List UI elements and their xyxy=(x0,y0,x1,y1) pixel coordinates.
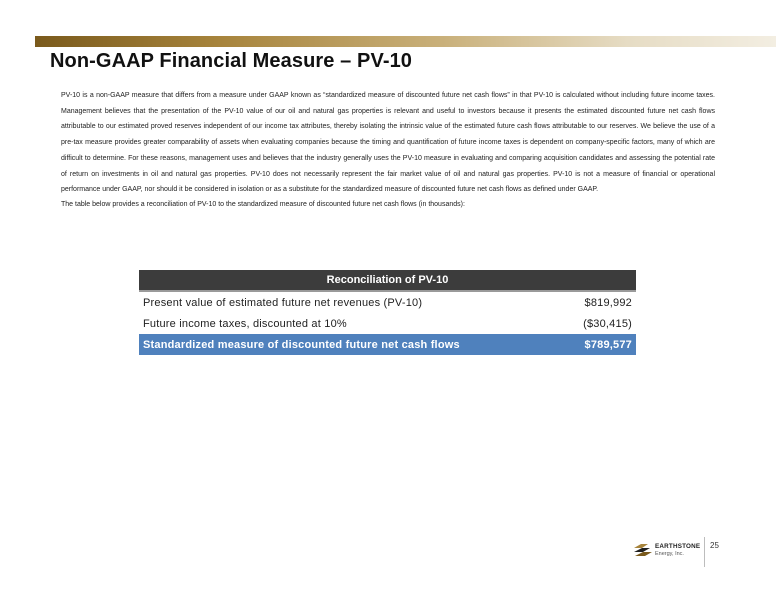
header-accent-bar xyxy=(35,36,776,47)
table-row xyxy=(139,291,636,313)
row-label: Present value of estimated future net revenues (PV-10) xyxy=(143,296,423,309)
row-label: Future income taxes, discounted at 10% xyxy=(143,317,347,330)
reconciliation-table xyxy=(139,270,636,355)
table-intro-text: The table below provides a reconciliation of PV-10 to the standardized measure of discounted future net cash flows (in thousands): xyxy=(61,201,465,208)
footer-divider xyxy=(704,537,705,567)
table-row xyxy=(139,313,636,334)
earthstone-logo xyxy=(632,536,702,562)
total-value: $789,577 xyxy=(562,334,636,355)
pv10-description-paragraph: PV-10 is a non-GAAP measure that differs from a measure under GAAP known as “standardized measure of discounted future net cash flows” in that PV-10 is calculated without including future income taxes. Management believes that the presentation of the PV-10 value of our oil and natural gas properties is relevant and useful to investors because it presents the estimated discounted future net cash flows attributable to our estimated proved reserves independent of our income tax attributes, thereby isolating the intrinsic value of the estimated future cash flows attributable to our reserves. We believe the use of a pre-tax measure provides greater comparability of assets when evaluating companies because the timing and quantification of future income taxes is dependent on company-specific factors, many of which are difficult to determine. For these reasons, management uses and believes that the industry generally uses the PV-10 measure in evaluating and comparing acquisition candidates and assessing the potential rate of return on investments in oil and natural gas properties. PV-10 does not necessarily represent the fair market value of oil and natural gas properties. PV-10 is not a measure of financial or operational performance under GAAP, nor should it be considered in isolation or as a substitute for the standardized measure of discounted future net cash flows as defined under GAAP. xyxy=(61,92,715,194)
row-value: ($30,415) xyxy=(583,317,632,330)
table-total-row xyxy=(139,334,636,355)
logo-subtitle: Energy, Inc. xyxy=(655,551,684,557)
table-header: Reconciliation of PV-10 xyxy=(139,270,636,291)
total-label: Standardized measure of discounted future net cash flows xyxy=(139,334,562,355)
page-number: 25 xyxy=(710,541,719,550)
earthstone-logo-mark-icon xyxy=(632,538,654,560)
page-title: Non-GAAP Financial Measure – PV-10 xyxy=(50,50,413,72)
row-value: $819,992 xyxy=(584,296,632,309)
table-header-row xyxy=(139,270,636,291)
logo-name: EARTHSTONE xyxy=(655,543,701,550)
